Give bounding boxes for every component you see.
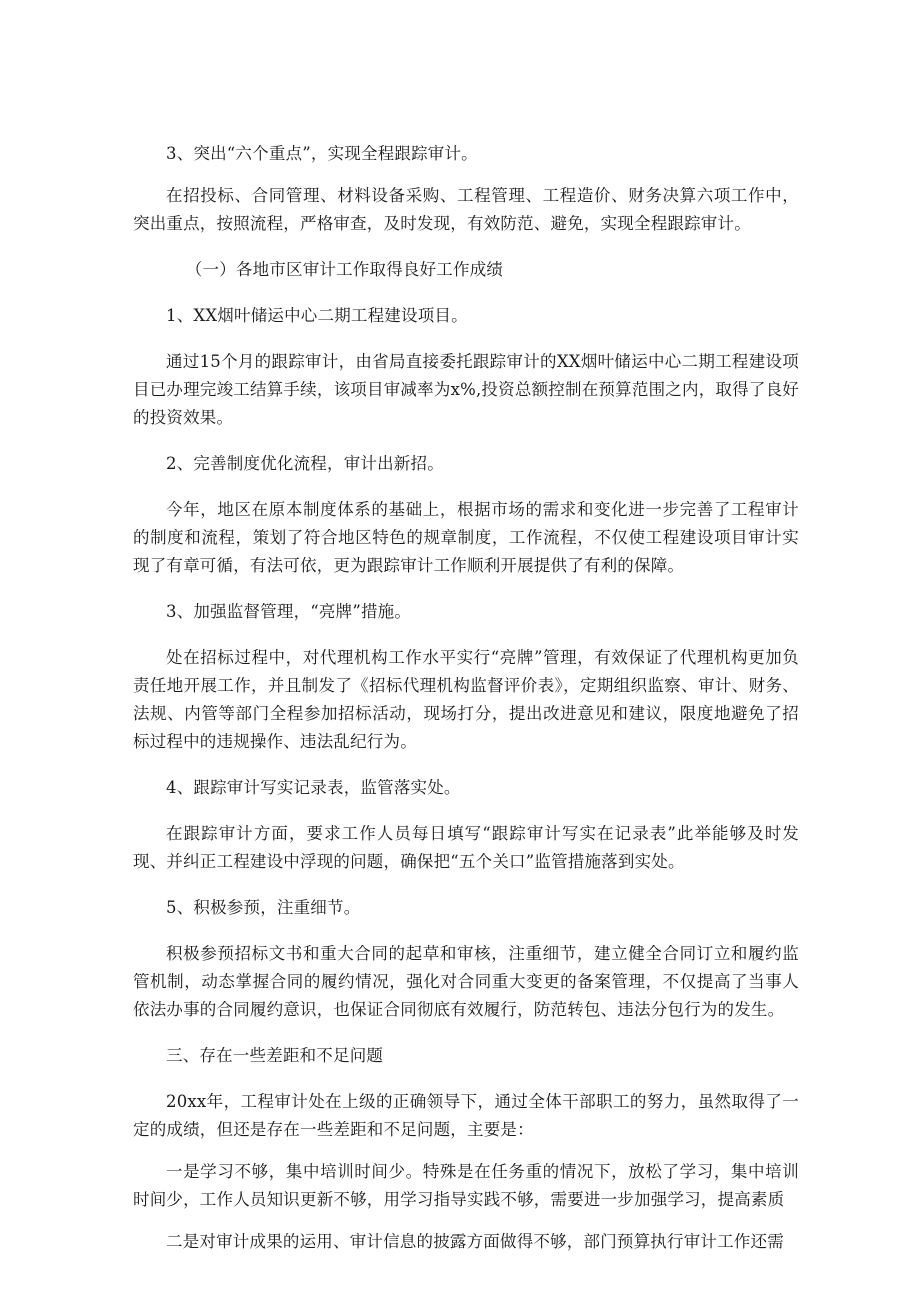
paragraph-shortcomings-intro: 20xx年，工程审计处在上级的正确领导下，通过全体干部职工的努力，虽然取得了一定的成绩，但还是存在一些差距和不足问题，主要是： (133, 1092, 799, 1139)
heading-project-phase-two: 1、XX烟叶储运中心二期工程建设项目。 (166, 306, 468, 325)
heading-six-key-points: 3、突出“六个重点”，实现全程跟踪审计。 (166, 144, 478, 163)
paragraph-supervision: 处在招标过程中，对代理机构工作水平实行“亮牌”管理，有效保证了代理机构更加负责任地开展工作，并且制发了《招标代理机构监督评价表》，定期组织监察、审计、财务、法规、内管等部门全程参加招标活动，现场打分，提出改进意见和建议，限度地避免了招标过程中的违规操作、违法乱纪行为。 (133, 648, 799, 751)
heading-improve-system: 2、完善制度优化流程，审计出新招。 (166, 454, 444, 473)
paragraph-project-phase-two: 通过15个月的跟踪审计，由省局直接委托跟踪审计的XX烟叶储运中心二期工程建设项目已办理完竣工结算手续，该项目审减率为x%,投资总额控制在预算范围之内，取得了良好的投资效果。 (133, 352, 799, 427)
heading-supervision: 3、加强监督管理，“亮牌”措施。 (166, 602, 412, 621)
paragraph-record-table: 在跟踪审计方面，要求工作人员每日填写“跟踪审计写实在记录表”此举能够及时发现、并纠正工程建设中浮现的问题，确保把“五个关口”监管措施落到实处。 (133, 824, 799, 871)
section-heading-regional-results: （一）各地市区审计工作取得良好工作成绩 (185, 260, 504, 279)
paragraph-improve-system: 今年，地区在原本制度体系的基础上，根据市场的需求和变化进一步完善了工程审计的制度和流程，策划了符合地区特色的规章制度，工作流程，不仅使工程建设项目审计实现了有章可循，有法可依，更为跟踪审计工作顺利开展提供了有利的保障。 (133, 500, 799, 575)
heading-record-table: 4、跟踪审计写实记录表，监管落实处。 (166, 778, 461, 797)
heading-participation: 5、积极参预，注重细节。 (166, 898, 361, 917)
section-heading-shortcomings: 三、存在一些差距和不足问题 (166, 1046, 384, 1065)
paragraph-shortcoming-two: 二是对审计成果的运用、审计信息的披露方面做得不够，部门预算执行审计工作还需 (166, 1232, 784, 1251)
paragraph-full-process-audit: 在招投标、合同管理、材料设备采购、工程管理、工程造价、财务决算六项工作中，突出重点，按照流程，严格审查，及时发现，有效防范、避免，实现全程跟踪审计。 (133, 186, 799, 233)
paragraph-participation: 积极参预招标文书和重大合同的起草和审核，注重细节，建立健全合同订立和履约监管机制，动态掌握合同的履约情况，强化对合同重大变更的备案管理，不仅提高了当事人依法办事的合同履约意识，也保证合同彻底有效履行，防范转包、违法分包行为的发生。 (133, 944, 799, 1019)
paragraph-shortcoming-one: 一是学习不够，集中培训时间少。特殊是在任务重的情况下，放松了学习，集中培训时间少，工作人员知识更新不够，用学习指导实践不够，需要进一步加强学习，提高素质 (133, 1162, 799, 1209)
document-body (133, 140, 799, 1256)
